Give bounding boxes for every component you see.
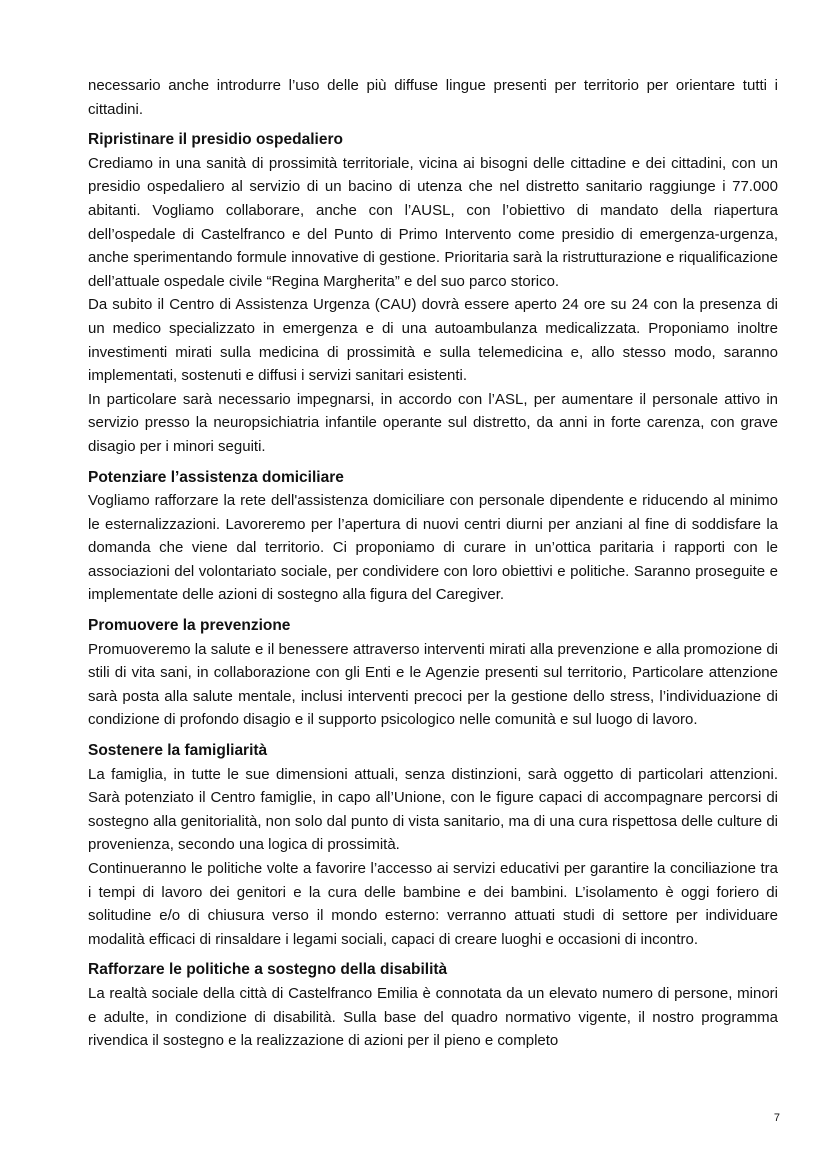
- document-page: [88, 74, 778, 1053]
- section-paragraph: Crediamo in una sanità di prossimità territoriale, vicina ai bisogni delle cittadine e dei cittadini, con un presidio ospedaliero al servizio di un bacino di utenza che nel distretto sanitario raggiunge i 77.000 abitanti. Vogliamo collaborare, anche con l’AUSL, con l’obiettivo di mandato della riapertura dell’ospedale di Castelfranco e del Punto di Primo Intervento come presidio di emergenza-urgenza, anche sperimentando formule innovative di gestione. Prioritaria sarà la ristrutturazione e riqualificazione dell’attuale ospedale civile “Regina Margherita” e del suo parco storico.: [88, 154, 778, 290]
- section-paragraph: Vogliamo rafforzare la rete dell'assistenza domiciliare con personale dipendente e riducendo al minimo le esternalizzazioni. Lavoreremo per l’apertura di nuovi centri diurni per anziani al fine di soddisfare la domanda che viene dal territorio. Ci proponiamo di curare in un’ottica paritaria i rapporti con le associazioni del volontariato sociale, per condividere con loro obiettivi e politiche. Saranno proseguite e implementate delle azioni di sostegno alla figura del Caregiver.: [88, 492, 778, 604]
- section-disabilita: [88, 958, 778, 1052]
- section-paragraph: Continueranno le politiche volte a favorire l’accesso ai servizi educativi per garantire la conciliazione tra i tempi di lavoro dei genitori e la cura delle bambine e dei bambini. L’isolamento è oggi foriero di solitudine e/o di chiusura verso il mondo esterno: verranno attuati studi di settore per individuare modalità efficaci di rinsaldare i legami sociali, capaci di creare luoghi e occasioni di incontro.: [88, 860, 778, 948]
- section-paragraph: La realtà sociale della città di Castelfranco Emilia è connotata da un elevato numero di persone, minori e adulte, in condizione di disabilità. Sulla base del quadro normativo vigente, il nostro programma rivendica il sostegno e la realizzazione di azioni per il pieno e completo: [88, 984, 778, 1050]
- section-title: Rafforzare le politiche a sostegno della disabilità: [88, 961, 448, 979]
- section-title: Potenziare l’assistenza domiciliare: [88, 468, 344, 486]
- page-number: 7: [773, 1112, 780, 1124]
- section-assistenza-domiciliare: [88, 466, 778, 608]
- section-title: Sostenere la famigliarità: [88, 742, 268, 760]
- section-prevenzione: [88, 614, 778, 732]
- section-paragraph: Promuoveremo la salute e il benessere attraverso interventi mirati alla prevenzione e alla promozione di stili di vita sani, in collaborazione con gli Enti e le Agenzie presenti sul territorio, Particolare attenzione sarà posta alla salute mentale, inclusi interventi precoci per la gestione dello stress, l’individuazione di condizione di profondo disagio e il supporto psicologico nelle comunità e sul luogo di lavoro.: [88, 640, 778, 729]
- section-presidio-ospedaliero: [88, 128, 778, 458]
- section-paragraph: In particolare sarà necessario impegnarsi, in accordo con l’ASL, per aumentare il personale attivo in servizio presso la neuropsichiatria infantile operante sul distretto, da anni in forte carenza, con grave disagio per i minori seguiti.: [88, 390, 778, 455]
- section-paragraph: Da subito il Centro di Assistenza Urgenza (CAU) dovrà essere aperto 24 ore su 24 con la presenza di un medico specializzato in emergenza e di una autoambulanza medicalizzata. Proponiamo inoltre investimenti mirati sulla medicina di prossimità e sulla telemedicina e, allo stesso modo, saranno implementati, sostenuti e diffusi i servizi sanitari esistenti.: [88, 296, 778, 385]
- section-famigliarita: [88, 739, 778, 951]
- section-title: Ripristinare il presidio ospedaliero: [88, 131, 343, 149]
- section-title: Promuovere la prevenzione: [88, 617, 291, 635]
- section-paragraph: La famiglia, in tutte le sue dimensioni attuali, senza distinzioni, sarà oggetto di particolari attenzioni. Sarà potenziato il Centro famiglie, in capo all’Unione, con le figure capaci di accompagnare percorsi di sostegno alla genitorialità, non solo dal punto di vista sanitario, ma di una cura rispettosa delle culture di provenienza, secondo una logica di prossimità.: [88, 765, 778, 854]
- intro-paragraph: necessario anche introdurre l’uso delle più diffuse lingue presenti per territorio per orientare tutti i cittadini.: [88, 77, 778, 118]
